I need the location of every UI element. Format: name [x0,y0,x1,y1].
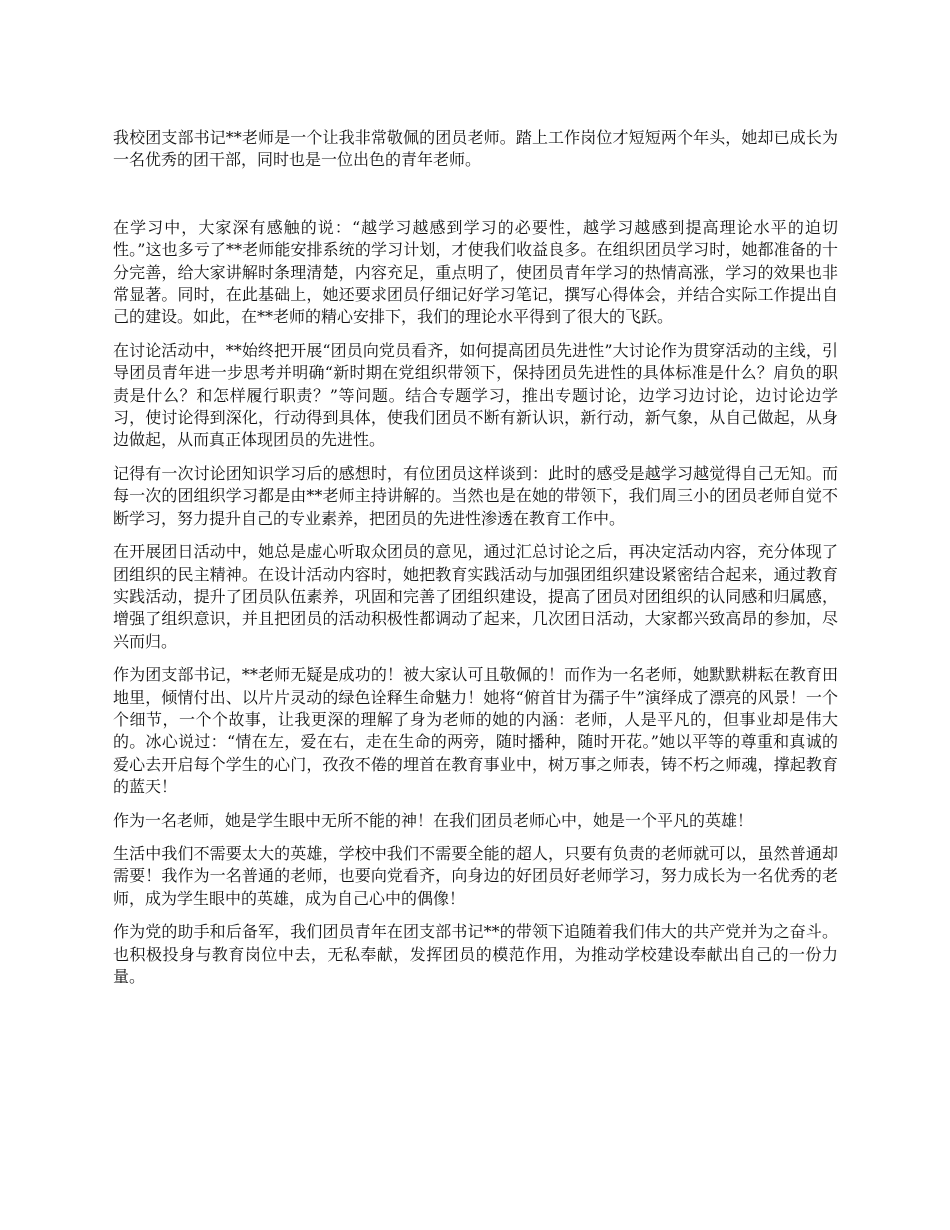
paragraph-conclusion: 作为党的助手和后备军，我们团员青年在团支部书记**的带领下追随着我们伟大的共产党并为之奋斗。也积极投身与教育岗位中去，无私奉献，发挥团员的模范作用，为推动学校建设奉献出自己的一份力量。 [113,922,838,986]
paragraph-spacer [113,172,838,217]
paragraph-teacher-role: 作为团支部书记，**老师无疑是成功的！被大家认可且敬佩的！而作为一名老师，她默默耕耘在教育田地里，倾情付出、以片片灵动的绿色诠释生命魅力！她将“俯首甘为孺子牛”演绎成了漂亮的风景！一个个细节，一个个故事，让我更深的理解了身为老师的她的内涵：老师，人是平凡的，但事业却是伟大的。冰心说过：“情在左，爱在右，走在生命的两旁，随时播种，随时开花。”她以平等的尊重和真诚的爱心去开启每个学生的心门，孜孜不倦的埋首在教育事业中，树万事之师表，铸不朽之师魂，撑起教育的蓝天！ [113,665,838,797]
paragraph-hero: 作为一名老师，她是学生眼中无所不能的神！在我们团员老师心中，她是一个平凡的英雄！ [113,810,754,830]
paragraph-discussion: 在讨论活动中，**始终把开展“团员向党员看齐，如何提高团员先进性”大讨论作为贯穿活动的主线，引导团员青年进一步思考并明确“新时期在党组织带领下，保持团员先进性的具体标准是什么？肩负的职责是什么？和怎样履行职责？”等问题。结合专题学习，推出专题讨论，边学习边讨论，边讨论边学习，使讨论得到深化，行动得到具体，使我们团员不断有新认识，新行动，新气象，从自己做起，从身边做起，从而真正体现团员的先进性。 [113,340,838,450]
document-page [113,127,838,999]
paragraph-study: 在学习中，大家深有感触的说：“越学习越感到学习的必要性，越学习越感到提高理论水平的迫切性。”这也多亏了**老师能安排系统的学习计划，才使我们收益良多。在组织团员学习时，她都准备的十分完善，给大家讲解时条理清楚，内容充足，重点明了，使团员青年学习的热情高涨，学习的效果也非常显著。同时，在此基础上，她还要求团员仔细记好学习笔记，撰写心得体会，并结合实际工作提出自己的建设。如此，在**老师的精心安排下，我们的理论水平得到了很大的飞跃。 [113,217,838,327]
paragraph-life: 生活中我们不需要太大的英雄，学校中我们不需要全能的超人，只要有负责的老师就可以，虽然普通却需要！我作为一名普通的老师，也要向党看齐，向身边的好团员好老师学习，努力成长为一名优秀的老师，成为学生眼中的英雄，成为自己心中的偶像！ [113,843,838,908]
paragraph-memory: 记得有一次讨论团知识学习后的感想时，有位团员这样谈到：此时的感受是越学习越觉得自己无知。而每一次的团组织学习都是由**老师主持讲解的。当然也是在她的带领下，我们周三小的团员老师自觉不断学习，努力提升自己的专业素养，把团员的先进性渗透在教育工作中。 [113,463,838,528]
paragraph-intro: 我校团支部书记**老师是一个让我非常敬佩的团员老师。踏上工作岗位才短短两个年头，她却已成长为一名优秀的团干部，同时也是一位出色的青年老师。 [113,128,838,170]
paragraph-league-day: 在开展团日活动中，她总是虚心听取众团员的意见，通过汇总讨论之后，再决定活动内容，充分体现了团组织的民主精神。在设计活动内容时，她把教育实践活动与加强团组织建设紧密结合起来，通过教育实践活动，提升了团员队伍素养，巩固和完善了团组织建设，提高了团员对团组织的认同感和归属感，增强了组织意识，并且把团员的活动积极性都调动了起来，几次团日活动，大家都兴致高昂的参加，尽兴而归。 [113,542,838,651]
